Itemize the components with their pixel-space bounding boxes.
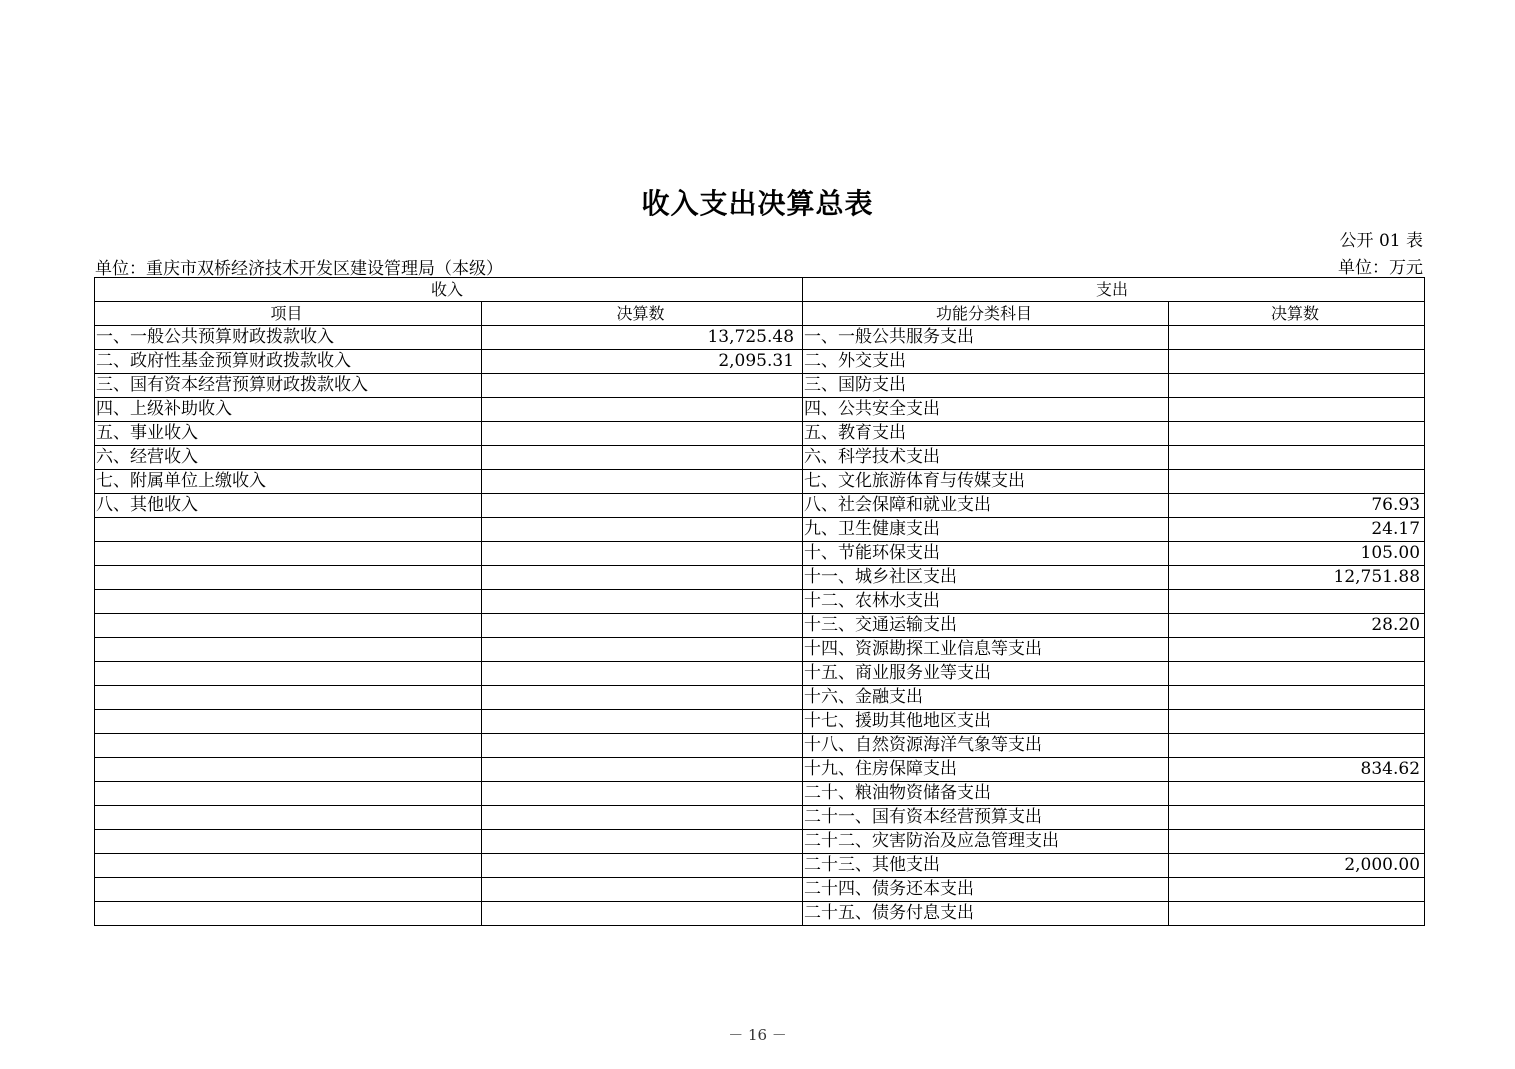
income-amount-cell	[482, 686, 803, 710]
table-row	[95, 686, 1425, 710]
currency-unit: 单位：万元	[1338, 258, 1423, 278]
income-item-cell	[95, 854, 482, 878]
income-amount-cell	[482, 854, 803, 878]
income-amount-cell	[482, 878, 803, 902]
expense-amount-cell: 28.20	[1169, 614, 1425, 638]
expense-amount-cell	[1169, 422, 1425, 446]
table-row	[95, 806, 1425, 830]
table-row	[95, 902, 1425, 926]
table-row	[95, 854, 1425, 878]
table-row	[95, 326, 1425, 350]
income-amount-cell	[482, 374, 803, 398]
expense-item-cell: 七、文化旅游体育与传媒支出	[803, 470, 1169, 494]
income-amount-column-header: 决算数	[482, 302, 803, 326]
expense-item-cell: 二十二、灾害防治及应急管理支出	[803, 830, 1169, 854]
expense-amount-cell	[1169, 374, 1425, 398]
expense-item-cell: 十九、住房保障支出	[803, 758, 1169, 782]
income-item-cell: 八、其他收入	[95, 494, 482, 518]
income-item-cell	[95, 878, 482, 902]
table-row	[95, 758, 1425, 782]
table-row	[95, 374, 1425, 398]
expense-amount-column-header: 决算数	[1169, 302, 1425, 326]
income-item-cell	[95, 782, 482, 806]
column-header-row	[95, 302, 1425, 326]
income-amount-cell: 13,725.48	[482, 326, 803, 350]
expense-item-cell: 二十、粮油物资储备支出	[803, 782, 1169, 806]
expense-item-cell: 二十五、债务付息支出	[803, 902, 1169, 926]
income-amount-cell	[482, 830, 803, 854]
income-amount-cell	[482, 662, 803, 686]
expense-amount-cell: 76.93	[1169, 494, 1425, 518]
expense-amount-cell: 12,751.88	[1169, 566, 1425, 590]
income-item-cell	[95, 734, 482, 758]
income-amount-cell	[482, 518, 803, 542]
income-item-cell	[95, 806, 482, 830]
expense-item-cell: 十三、交通运输支出	[803, 614, 1169, 638]
income-amount-cell	[482, 542, 803, 566]
income-item-cell: 二、政府性基金预算财政拨款收入	[95, 350, 482, 374]
item-column-header: 项目	[95, 302, 482, 326]
income-item-cell	[95, 758, 482, 782]
reporting-unit: 单位：重庆市双桥经济技术开发区建设管理局（本级）	[95, 259, 503, 279]
expense-item-cell: 十七、援助其他地区支出	[803, 710, 1169, 734]
income-amount-cell	[482, 902, 803, 926]
table-row	[95, 350, 1425, 374]
table-row	[95, 830, 1425, 854]
income-amount-cell	[482, 734, 803, 758]
expense-item-cell: 二十三、其他支出	[803, 854, 1169, 878]
expense-amount-cell	[1169, 686, 1425, 710]
income-item-cell	[95, 830, 482, 854]
group-header-row	[95, 278, 1425, 302]
budget-summary-table	[94, 277, 1425, 926]
income-amount-cell	[482, 422, 803, 446]
income-amount-cell	[482, 614, 803, 638]
expense-item-cell: 十六、金融支出	[803, 686, 1169, 710]
income-item-cell	[95, 518, 482, 542]
table-row	[95, 590, 1425, 614]
expense-amount-cell	[1169, 902, 1425, 926]
expense-amount-cell	[1169, 830, 1425, 854]
income-amount-cell	[482, 470, 803, 494]
table-row	[95, 662, 1425, 686]
income-amount-cell: 2,095.31	[482, 350, 803, 374]
income-amount-cell	[482, 590, 803, 614]
expense-amount-cell	[1169, 782, 1425, 806]
table-row	[95, 710, 1425, 734]
income-item-cell: 七、附属单位上缴收入	[95, 470, 482, 494]
table-row	[95, 494, 1425, 518]
income-item-cell	[95, 902, 482, 926]
expense-item-cell: 十一、城乡社区支出	[803, 566, 1169, 590]
income-item-cell	[95, 638, 482, 662]
table-row	[95, 398, 1425, 422]
expense-amount-cell	[1169, 590, 1425, 614]
expense-amount-cell	[1169, 710, 1425, 734]
form-number: 公开 01 表	[1339, 231, 1423, 251]
expense-item-cell: 十二、农林水支出	[803, 590, 1169, 614]
income-item-cell: 一、一般公共预算财政拨款收入	[95, 326, 482, 350]
expense-item-cell: 十八、自然资源海洋气象等支出	[803, 734, 1169, 758]
income-item-cell: 五、事业收入	[95, 422, 482, 446]
table-row	[95, 422, 1425, 446]
income-amount-cell	[482, 638, 803, 662]
income-group-header: 收入	[95, 278, 803, 302]
income-item-cell	[95, 590, 482, 614]
income-amount-cell	[482, 446, 803, 470]
page-title: 收入支出决算总表	[641, 187, 874, 220]
function-column-header: 功能分类科目	[803, 302, 1169, 326]
expense-item-cell: 三、国防支出	[803, 374, 1169, 398]
expense-item-cell: 二十四、债务还本支出	[803, 878, 1169, 902]
expense-item-cell: 一、一般公共服务支出	[803, 326, 1169, 350]
income-amount-cell	[482, 494, 803, 518]
expense-amount-cell	[1169, 470, 1425, 494]
income-amount-cell	[482, 806, 803, 830]
table-row	[95, 782, 1425, 806]
expense-item-cell: 四、公共安全支出	[803, 398, 1169, 422]
expense-item-cell: 八、社会保障和就业支出	[803, 494, 1169, 518]
table-row	[95, 446, 1425, 470]
income-item-cell	[95, 662, 482, 686]
expense-amount-cell	[1169, 398, 1425, 422]
table-row	[95, 470, 1425, 494]
income-amount-cell	[482, 758, 803, 782]
income-item-cell	[95, 710, 482, 734]
income-item-cell	[95, 614, 482, 638]
income-amount-cell	[482, 710, 803, 734]
table-row	[95, 614, 1425, 638]
expense-amount-cell	[1169, 878, 1425, 902]
expense-item-cell: 十四、资源勘探工业信息等支出	[803, 638, 1169, 662]
table-row	[95, 638, 1425, 662]
expense-item-cell: 六、科学技术支出	[803, 446, 1169, 470]
expense-amount-cell: 2,000.00	[1169, 854, 1425, 878]
expense-item-cell: 九、卫生健康支出	[803, 518, 1169, 542]
table-row	[95, 542, 1425, 566]
income-item-cell	[95, 566, 482, 590]
table-row	[95, 566, 1425, 590]
page-number: － 16 －	[728, 1026, 787, 1044]
expense-item-cell: 五、教育支出	[803, 422, 1169, 446]
expense-amount-cell: 105.00	[1169, 542, 1425, 566]
income-item-cell: 三、国有资本经营预算财政拨款收入	[95, 374, 482, 398]
expense-item-cell: 十、节能环保支出	[803, 542, 1169, 566]
expense-group-header: 支出	[803, 278, 1425, 302]
expense-amount-cell: 24.17	[1169, 518, 1425, 542]
income-amount-cell	[482, 398, 803, 422]
table-body	[95, 326, 1425, 926]
expense-item-cell: 十五、商业服务业等支出	[803, 662, 1169, 686]
expense-item-cell: 二十一、国有资本经营预算支出	[803, 806, 1169, 830]
expense-amount-cell	[1169, 446, 1425, 470]
income-item-cell: 四、上级补助收入	[95, 398, 482, 422]
expense-amount-cell	[1169, 734, 1425, 758]
expense-amount-cell	[1169, 638, 1425, 662]
table-row	[95, 878, 1425, 902]
income-item-cell	[95, 542, 482, 566]
income-amount-cell	[482, 566, 803, 590]
table-row	[95, 734, 1425, 758]
expense-amount-cell	[1169, 662, 1425, 686]
expense-amount-cell	[1169, 806, 1425, 830]
expense-amount-cell	[1169, 326, 1425, 350]
income-amount-cell	[482, 782, 803, 806]
expense-amount-cell: 834.62	[1169, 758, 1425, 782]
table-row	[95, 518, 1425, 542]
expense-item-cell: 二、外交支出	[803, 350, 1169, 374]
income-item-cell: 六、经营收入	[95, 446, 482, 470]
income-item-cell	[95, 686, 482, 710]
expense-amount-cell	[1169, 350, 1425, 374]
